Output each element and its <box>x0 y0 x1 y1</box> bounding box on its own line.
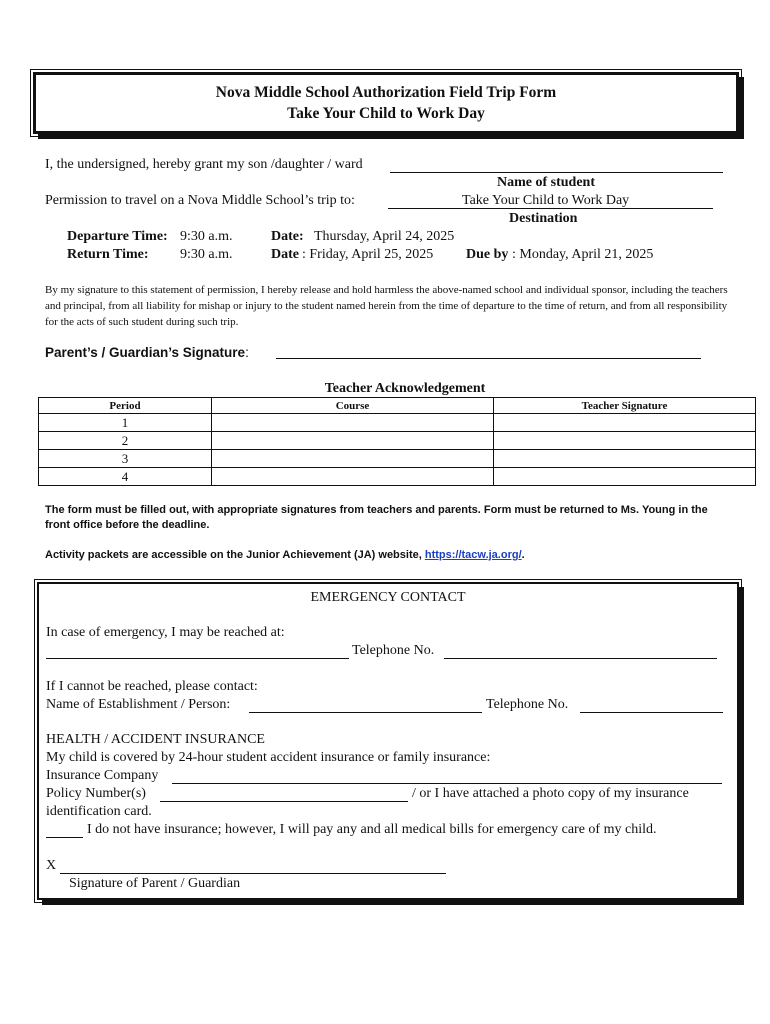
form-subtitle: Take Your Child to Work Day <box>287 105 485 122</box>
return-time-label: Return Time: <box>67 247 149 262</box>
departure-date-label: Date: <box>271 229 304 244</box>
ja-website-link[interactable]: https://tacw.ja.org/ <box>424 549 522 561</box>
policy-number-field[interactable] <box>160 801 408 802</box>
period-cell: 2 <box>39 432 212 450</box>
guardian-signature-field[interactable] <box>60 873 446 874</box>
destination-label: Destination <box>509 211 578 226</box>
reach-contact-field[interactable] <box>46 658 349 659</box>
return-time: 9:30 a.m. <box>180 247 233 262</box>
telephone-field-2[interactable] <box>580 712 723 713</box>
destination-value: Take Your Child to Work Day <box>462 193 630 208</box>
form-title: Nova Middle School Authorization Field Trip Form <box>215 84 557 101</box>
teacher-signature-cell[interactable] <box>494 414 756 432</box>
period-cell: 4 <box>39 468 212 486</box>
release-statement: By my signature to this statement of permission, I hereby release and hold harmless the above-named school and individual sponsor, including the teachers and principal, from all liability for mishap or injury to the student named herein from the time of departure to the time of return, and from all responsibility for the acts of such student during such trip. <box>45 284 728 328</box>
form-title-box <box>33 72 739 134</box>
signature-colon: : <box>245 345 249 360</box>
packets-note <box>45 548 725 563</box>
student-name-field[interactable] <box>390 172 723 173</box>
no-insurance-check-field[interactable] <box>46 837 83 838</box>
teacher-signature-cell[interactable] <box>494 468 756 486</box>
teacher-signature-cell[interactable] <box>494 450 756 468</box>
teacher-ack-title: Teacher Acknowledgement <box>324 381 486 396</box>
x-mark: X <box>46 858 57 873</box>
parent-signature-label-wrap <box>45 345 249 360</box>
photo-copy-text: / or I have attached a photo copy of my insurance <box>412 786 689 801</box>
telephone-label-2: Telephone No. <box>486 697 569 712</box>
col-course: Course <box>212 398 494 414</box>
table-row <box>39 432 756 450</box>
insurance-company-label: Insurance Company <box>46 768 159 783</box>
reach-text: In case of emergency, I may be reached at: <box>46 625 285 640</box>
table-header-row <box>39 398 756 414</box>
deadline-note: The form must be filled out, with appropriate signatures from teachers and parents. Form must be returned to Ms. Young in the front office before the deadline. <box>45 504 708 531</box>
return-date: : Friday, April 25, 2025 <box>302 247 434 262</box>
col-teacher-signature: Teacher Signature <box>494 398 756 414</box>
departure-date: Thursday, April 24, 2025 <box>314 229 455 244</box>
course-cell[interactable] <box>212 450 494 468</box>
parent-signature-label: Parent’s / Guardian’s Signature <box>45 345 246 360</box>
return-date-label: Date <box>271 247 299 262</box>
departure-time-label: Departure Time: <box>67 229 168 244</box>
table-row <box>39 468 756 486</box>
table-row <box>39 414 756 432</box>
teacher-signature-cell[interactable] <box>494 432 756 450</box>
insurance-title: HEALTH / ACCIDENT INSURANCE <box>46 732 265 747</box>
packets-note-suffix: . <box>521 549 525 561</box>
guardian-signature-label: Signature of Parent / Guardian <box>69 876 241 891</box>
due-date: : Monday, April 21, 2025 <box>512 247 654 262</box>
establishment-label: Name of Establishment / Person: <box>46 697 231 712</box>
departure-time: 9:30 a.m. <box>180 229 233 244</box>
covered-text: My child is covered by 24-hour student accident insurance or family insurance: <box>46 750 491 765</box>
teacher-ack-table <box>38 397 756 486</box>
course-cell[interactable] <box>212 432 494 450</box>
col-period: Period <box>39 398 212 414</box>
due-label: Due by <box>466 247 509 262</box>
establishment-field[interactable] <box>249 712 482 713</box>
packets-note-text: Activity packets are accessible on the Junior Achievement (JA) website, <box>45 549 422 561</box>
if-cannot-text: If I cannot be reached, please contact: <box>46 679 258 694</box>
emergency-title: EMERGENCY CONTACT <box>310 590 466 605</box>
period-cell: 3 <box>39 450 212 468</box>
table-row <box>39 450 756 468</box>
grant-text: I, the undersigned, hereby grant my son /daughter / ward <box>45 157 363 172</box>
id-card-text: identification card. <box>46 804 152 819</box>
policy-number-label: Policy Number(s) <box>46 786 146 801</box>
no-insurance-text: I do not have insurance; however, I will pay any and all medical bills for emergency care of my child. <box>87 822 657 837</box>
period-cell: 1 <box>39 414 212 432</box>
insurance-company-field[interactable] <box>172 783 722 784</box>
emergency-contact-box <box>37 582 739 900</box>
permission-text: Permission to travel on a Nova Middle School’s trip to: <box>45 193 355 208</box>
course-cell[interactable] <box>212 414 494 432</box>
telephone-label: Telephone No. <box>352 643 435 658</box>
course-cell[interactable] <box>212 468 494 486</box>
telephone-field[interactable] <box>444 658 717 659</box>
student-name-label: Name of student <box>497 175 595 190</box>
parent-signature-field[interactable] <box>276 358 701 359</box>
